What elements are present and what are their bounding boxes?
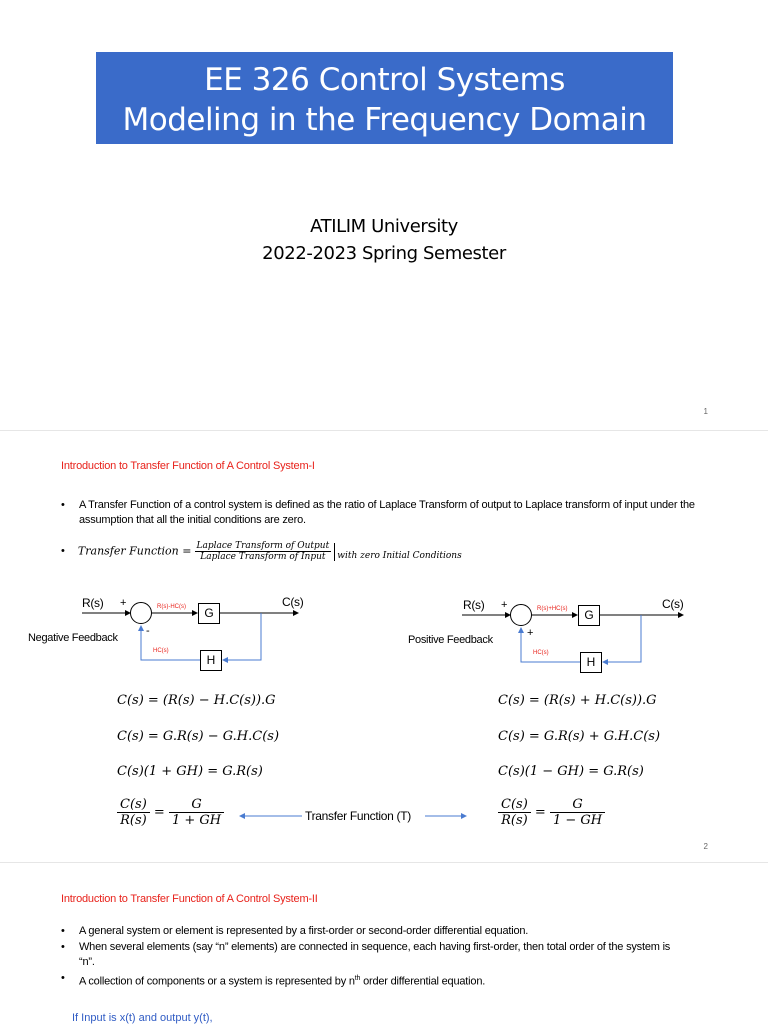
pos-eq-3: C(s)(1 − GH) = G.R(s) (498, 764, 644, 779)
tf-denominator: Laplace Transform of Input (200, 552, 326, 562)
neg-summing-junction (130, 602, 152, 624)
tf-numerator: Laplace Transform of Output (196, 541, 330, 551)
neg-forward-block: G (198, 603, 220, 624)
pos-summing-junction (510, 604, 532, 626)
bullet-dot: • (61, 545, 65, 558)
neg-plus-sign: + (120, 597, 127, 609)
neg-caption: Negative Feedback (28, 632, 118, 644)
neg-error-signal: R(s)-HC(s) (157, 604, 186, 610)
neg-eq-1: C(s) = (R(s) − H.C(s)).G (117, 693, 276, 708)
bullet3-sup: th (354, 975, 361, 982)
bullet-text: When several elements (say “n” elements) are connected in sequence, each having first-order, then total order of the system is “n”. (79, 941, 671, 968)
pos-caption: Positive Feedback (408, 634, 493, 646)
tf-label: Transfer Function = (77, 544, 192, 558)
block-diagram-wires (0, 431, 768, 861)
bullet-3 (61, 971, 731, 990)
pos-error-signal: R(s)+HC(s) (537, 606, 568, 612)
bullet-text: A Transfer Function of a control system is defined as the ratio of Laplace Transform of output to Laplace transform of input under the assumption that all the initial conditions are zero. (79, 499, 695, 526)
neg-eq-3: C(s)(1 + GH) = G.R(s) (117, 764, 263, 779)
bullet-1 (61, 924, 731, 939)
university-name: ATILIM University (310, 216, 458, 237)
bullet-dot: • (61, 972, 65, 984)
pos-lhs-den: R(s) (501, 813, 528, 828)
page-number: 1 (703, 407, 708, 416)
neg-feedback-signal: HC(s) (153, 648, 169, 654)
pos-rhs-num: G (550, 797, 605, 813)
slide-2 (0, 430, 768, 861)
pos-rhs-den: 1 − GH (552, 813, 603, 828)
bullet-dot: • (61, 499, 65, 511)
pos-eq-1: C(s) = (R(s) + H.C(s)).G (498, 693, 657, 708)
pos-plus-sign-top: + (501, 599, 508, 611)
pos-eq-2: C(s) = G.R(s) + G.H.C(s) (498, 729, 661, 744)
bullet-2 (61, 940, 681, 970)
slide-3 (0, 862, 768, 1025)
neg-lhs-den: R(s) (120, 813, 147, 828)
neg-minus-sign: - (146, 625, 150, 637)
bullet-text (79, 971, 731, 990)
pos-rhs-fraction (550, 797, 605, 828)
bullet-dot: • (61, 941, 65, 953)
neg-transfer-function: $\frac{C(s)}{R(s)}$ = $\frac{G}{1 + GH}$ (117, 797, 224, 828)
neg-rhs-den: 1 + GH (171, 813, 222, 828)
neg-feedback-block: H (200, 650, 222, 671)
pos-feedback-block: H (580, 652, 602, 673)
course-title: EE 326 Control Systems (204, 62, 565, 98)
lecture-title: Modeling in the Frequency Domain (122, 102, 647, 138)
title-banner (96, 52, 673, 144)
neg-rhs-num: G (169, 797, 224, 813)
neg-output-label: C(s) (282, 595, 304, 609)
bullet-dot: • (61, 925, 65, 937)
pos-forward-block: G (578, 605, 600, 626)
neg-lhs-num: C(s) (117, 797, 150, 813)
bullet3-post: order differential equation. (360, 975, 486, 988)
slide-1 (0, 0, 768, 430)
section-title: Introduction to Transfer Function of A Control System-I (61, 460, 315, 472)
neg-rhs-fraction (169, 797, 224, 828)
pos-input-label: R(s) (463, 598, 485, 612)
page-number: 2 (703, 842, 708, 851)
tf-condition: with zero Initial Conditions (334, 543, 461, 561)
pos-lhs-fraction (498, 797, 531, 828)
pos-lhs-num: C(s) (498, 797, 531, 813)
pos-plus-sign-bottom: + (527, 627, 534, 639)
neg-input-label: R(s) (82, 596, 104, 610)
bullet-text: A general system or element is represented by a first-order or second-order differential equation. (79, 925, 529, 937)
pos-output-label: C(s) (662, 597, 684, 611)
bullet3-pre: A collection of components or a system is represented by n (79, 975, 355, 988)
semester: 2022-2023 Spring Semester (262, 243, 506, 264)
transfer-function-label: Transfer Function (T) (305, 809, 411, 823)
input-output-note: If Input is x(t) and output y(t), (72, 1012, 213, 1024)
neg-lhs-fraction (117, 797, 150, 828)
section-title: Introduction to Transfer Function of A Control System-II (61, 893, 318, 905)
pos-transfer-function: $\frac{C(s)}{R(s)}$ = $\frac{G}{1 - GH}$ (498, 797, 605, 828)
pos-feedback-signal: HC(s) (533, 650, 549, 656)
neg-eq-2: C(s) = G.R(s) − G.H.C(s) (117, 729, 280, 744)
positive-feedback-wires (462, 615, 683, 662)
